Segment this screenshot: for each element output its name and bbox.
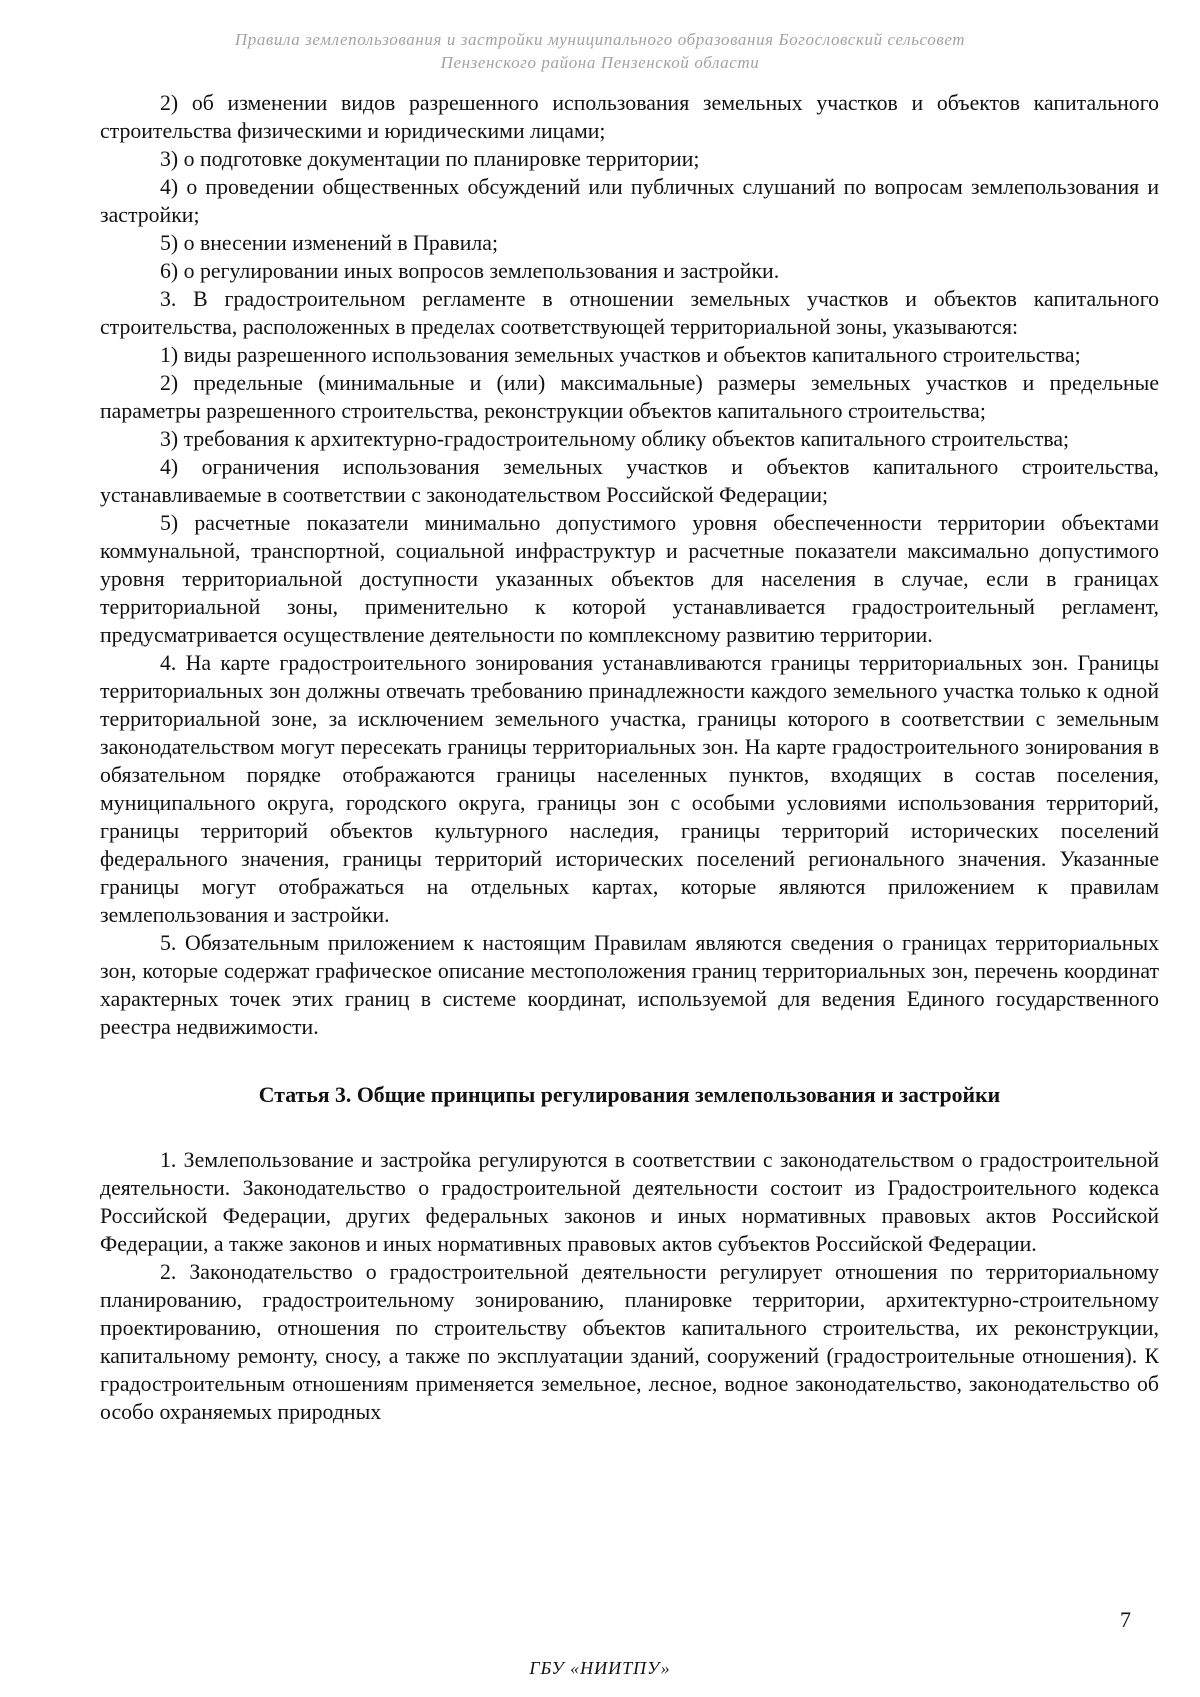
paragraph: 2) об изменении видов разрешенного использования земельных участков и объектов капитального строительства физическими и юридическими лицами;: [100, 91, 1159, 143]
running-header: [100, 28, 1100, 74]
paragraph: 1. Землепользование и застройка регулируются в соответствии с законодательством о градостроительной деятельности. Законодательство о градостроительной деятельности состоит из Градостроительного кодекса Российской Федерации, других федеральных законов и иных нормативных правовых актов Российской Федерации, а также законов и иных нормативных правовых актов субъектов Российской Федерации.: [100, 1148, 1159, 1256]
paragraph: 4. На карте градостроительного зонирования устанавливаются границы территориальных зон. Границы территориальных зон должны отвечать требованию принадлежности каждого земельного участка только к одной территориальной зоне, за исключением земельного участка, границы которого в соответствии с земельным законодательством могут пересекать границы территориальных зон. На карте градостроительного зонирования в обязательном порядке отображаются границы населенных пунктов, входящих в состав поселения, муниципального округа, городского округа, границы зон с особыми условиями использования территорий, границы территорий объектов культурного наследия, границы территорий исторических поселений федерального значения, границы территорий исторических поселений регионального значения. Указанные границы могут отображаться на отдельных картах, которые являются приложением к правилам землепользования и застройки.: [100, 651, 1159, 927]
running-footer: ГБУ «НИИТПУ»: [529, 1658, 671, 1678]
paragraph: 2) предельные (минимальные и (или) максимальные) размеры земельных участков и предельные параметры разрешенного строительства, реконструкции объектов капитального строительства;: [100, 371, 1159, 423]
paragraph: 5) расчетные показатели минимально допустимого уровня обеспеченности территории объектами коммунальной, транспортной, социальной инфраструктур и расчетные показатели максимально допустимого уровня территориальной доступности указанных объектов для населения в случае, если в границах территориальной зоны, применительно к которой устанавливается градостроительный регламент, предусматривается осуществление деятельности по комплексному развитию территории.: [100, 511, 1159, 647]
body-text: [100, 89, 1159, 1426]
paragraph: 5) о внесении изменений в Правила;: [160, 231, 499, 255]
paragraph: 4) ограничения использования земельных участков и объектов капитального строительства, устанавливаемые в соответствии с законодательством Российской Федерации;: [100, 455, 1159, 507]
page-number: 7: [1120, 1607, 1131, 1632]
paragraph: 5. Обязательным приложением к настоящим Правилам являются сведения о границах территориальных зон, которые содержат графическое описание местоположения границ территориальных зон, перечень координат характерных точек этих границ в системе координат, используемой для ведения Единого государственного реестра недвижимости.: [100, 931, 1159, 1039]
paragraph: 2. Законодательство о градостроительной деятельности регулирует отношения по территориальному планированию, градостроительному зонированию, планировке территории, архитектурно-строительному проектированию, отношения по строительству объектов капитального строительства, их реконструкции, капитальному ремонту, сносу, а также по эксплуатации зданий, сооружений (градостроительные отношения). К градостроительным отношениям применяется земельное, лесное, водное законодательство, законодательство об особо охраняемых природных: [100, 1260, 1159, 1424]
paragraph: 3) о подготовке документации по планировке территории;: [160, 147, 700, 171]
header-line-2: Пензенского района Пензенской области: [440, 53, 760, 72]
paragraph: 3. В градостроительном регламенте в отношении земельных участков и объектов капитального строительства, расположенных в пределах соответствующей территориальной зоны, указываются:: [100, 287, 1159, 339]
paragraph: 1) виды разрешенного использования земельных участков и объектов капитального строительства;: [160, 343, 1081, 367]
paragraph: 4) о проведении общественных обсуждений или публичных слушаний по вопросам землепользования и застройки;: [100, 175, 1159, 227]
article-title: Статья 3. Общие принципы регулирования землепользования и застройки: [258, 1083, 1001, 1107]
header-line-1: Правила землепользования и застройки муниципального образования Богословский сельсовет: [234, 30, 966, 49]
paragraph: 3) требования к архитектурно-градостроительному облику объектов капитального строительства;: [160, 427, 1070, 451]
paragraph: 6) о регулировании иных вопросов землепользования и застройки.: [160, 259, 780, 283]
